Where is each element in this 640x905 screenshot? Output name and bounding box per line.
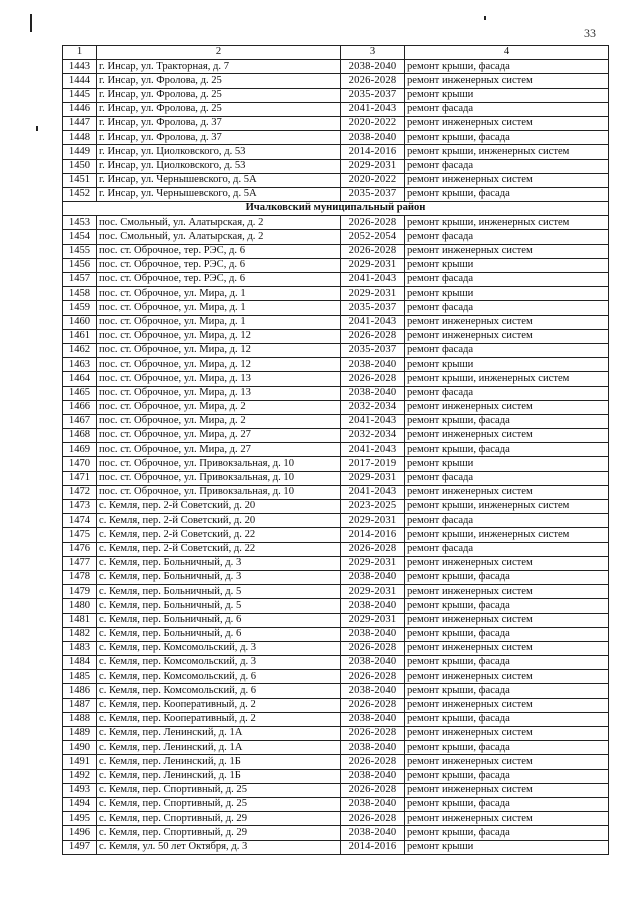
row-number: 1461 xyxy=(63,329,97,343)
table-row xyxy=(63,684,609,698)
row-number: 1454 xyxy=(63,230,97,244)
work-type: ремонт крыши, фасада xyxy=(405,570,609,584)
address: с. Кемля, пер. Комсомольский, д. 3 xyxy=(97,641,341,655)
table-row xyxy=(63,599,609,613)
work-type: ремонт фасада xyxy=(405,343,609,357)
row-number: 1451 xyxy=(63,173,97,187)
address: пос. ст. Оброчное, ул. Мира, д. 1 xyxy=(97,315,341,329)
work-type: ремонт инженерных систем xyxy=(405,485,609,499)
page-number: 33 xyxy=(584,26,596,40)
table-row xyxy=(63,187,609,201)
table-row xyxy=(63,159,609,173)
address: с. Кемля, пер. Спортивный, д. 25 xyxy=(97,797,341,811)
table-row xyxy=(63,230,609,244)
period: 2029-2031 xyxy=(341,258,405,272)
table-row xyxy=(63,287,609,301)
header-col-1: 1 xyxy=(63,46,97,60)
work-type: ремонт инженерных систем xyxy=(405,74,609,88)
work-type: ремонт крыши, фасада xyxy=(405,684,609,698)
period: 2038-2040 xyxy=(341,712,405,726)
header-col-3: 3 xyxy=(341,46,405,60)
row-number: 1444 xyxy=(63,74,97,88)
address: г. Инсар, ул. Циолковского, д. 53 xyxy=(97,159,341,173)
row-number: 1445 xyxy=(63,88,97,102)
address: г. Инсар, ул. Циолковского, д. 53 xyxy=(97,145,341,159)
work-type: ремонт инженерных систем xyxy=(405,641,609,655)
work-type: ремонт инженерных систем xyxy=(405,315,609,329)
table-row xyxy=(63,74,609,88)
address: с. Кемля, пер. Спортивный, д. 29 xyxy=(97,812,341,826)
work-type: ремонт крыши, фасада xyxy=(405,414,609,428)
period: 2032-2034 xyxy=(341,400,405,414)
scan-mark-dot-left xyxy=(36,126,38,131)
row-number: 1475 xyxy=(63,528,97,542)
table-row xyxy=(63,826,609,840)
address: с. Кемля, пер. Комсомольский, д. 3 xyxy=(97,656,341,670)
address: г. Инсар, ул. Чернышевского, д. 5А xyxy=(97,187,341,201)
scan-mark-dot-top xyxy=(484,16,486,20)
table-row xyxy=(63,840,609,854)
row-number: 1456 xyxy=(63,258,97,272)
address: с. Кемля, пер. 2-й Советский, д. 20 xyxy=(97,514,341,528)
period: 2038-2040 xyxy=(341,358,405,372)
table-row xyxy=(63,216,609,230)
row-number: 1447 xyxy=(63,116,97,130)
period: 2038-2040 xyxy=(341,386,405,400)
table-row xyxy=(63,301,609,315)
table-row xyxy=(63,727,609,741)
address: пос. ст. Оброчное, тер. РЭС, д. 6 xyxy=(97,244,341,258)
period: 2032-2034 xyxy=(341,429,405,443)
row-number: 1494 xyxy=(63,797,97,811)
period: 2038-2040 xyxy=(341,797,405,811)
address: с. Кемля, пер. Кооперативный, д. 2 xyxy=(97,698,341,712)
row-number: 1448 xyxy=(63,131,97,145)
period: 2026-2028 xyxy=(341,329,405,343)
table-row xyxy=(63,386,609,400)
period: 2038-2040 xyxy=(341,60,405,74)
table-row xyxy=(63,585,609,599)
work-type: ремонт фасада xyxy=(405,386,609,400)
table-row xyxy=(63,556,609,570)
address: г. Инсар, ул. Фролова, д. 25 xyxy=(97,74,341,88)
address: с. Кемля, пер. Комсомольский, д. 6 xyxy=(97,684,341,698)
period: 2014-2016 xyxy=(341,840,405,854)
table-row xyxy=(63,769,609,783)
work-type: ремонт инженерных систем xyxy=(405,670,609,684)
work-type: ремонт фасада xyxy=(405,230,609,244)
address: пос. ст. Оброчное, ул. Мира, д. 12 xyxy=(97,358,341,372)
work-type: ремонт инженерных систем xyxy=(405,429,609,443)
work-type: ремонт крыши, инженерных систем xyxy=(405,145,609,159)
period: 2023-2025 xyxy=(341,500,405,514)
work-type: ремонт крыши, инженерных систем xyxy=(405,528,609,542)
row-number: 1465 xyxy=(63,386,97,400)
table-body-after-section xyxy=(63,216,609,854)
header-col-4: 4 xyxy=(405,46,609,60)
address: с. Кемля, пер. Спортивный, д. 25 xyxy=(97,783,341,797)
row-number: 1484 xyxy=(63,656,97,670)
row-number: 1457 xyxy=(63,273,97,287)
address: с. Кемля, пер. Больничный, д. 6 xyxy=(97,613,341,627)
row-number: 1496 xyxy=(63,826,97,840)
address: пос. ст. Оброчное, тер. РЭС, д. 6 xyxy=(97,273,341,287)
address: с. Кемля, пер. Спортивный, д. 29 xyxy=(97,826,341,840)
work-type: ремонт фасада xyxy=(405,471,609,485)
address: с. Кемля, пер. 2-й Советский, д. 22 xyxy=(97,542,341,556)
address: пос. ст. Оброчное, ул. Мира, д. 1 xyxy=(97,301,341,315)
address: пос. ст. Оброчное, ул. Мира, д. 27 xyxy=(97,429,341,443)
row-number: 1468 xyxy=(63,429,97,443)
table-row xyxy=(63,698,609,712)
table-row xyxy=(63,244,609,258)
table-row xyxy=(63,343,609,357)
row-number: 1486 xyxy=(63,684,97,698)
period: 2029-2031 xyxy=(341,471,405,485)
period: 2020-2022 xyxy=(341,116,405,130)
row-number: 1470 xyxy=(63,457,97,471)
period: 2038-2040 xyxy=(341,131,405,145)
address: пос. ст. Оброчное, ул. Мира, д. 13 xyxy=(97,386,341,400)
period: 2026-2028 xyxy=(341,698,405,712)
table-row xyxy=(63,542,609,556)
table-row xyxy=(63,797,609,811)
row-number: 1471 xyxy=(63,471,97,485)
work-type: ремонт крыши xyxy=(405,358,609,372)
work-type: ремонт крыши, инженерных систем xyxy=(405,372,609,386)
work-type: ремонт крыши, фасада xyxy=(405,60,609,74)
work-type: ремонт крыши xyxy=(405,840,609,854)
period: 2041-2043 xyxy=(341,102,405,116)
period: 2035-2037 xyxy=(341,187,405,201)
row-number: 1466 xyxy=(63,400,97,414)
table-row xyxy=(63,712,609,726)
row-number: 1452 xyxy=(63,187,97,201)
section-heading-row xyxy=(63,202,609,216)
address: пос. Смольный, ул. Алатырская, д. 2 xyxy=(97,230,341,244)
work-type: ремонт крыши, инженерных систем xyxy=(405,500,609,514)
work-type: ремонт инженерных систем xyxy=(405,556,609,570)
address: г. Инсар, ул. Фролова, д. 37 xyxy=(97,131,341,145)
period: 2052-2054 xyxy=(341,230,405,244)
table-row xyxy=(63,273,609,287)
row-number: 1476 xyxy=(63,542,97,556)
work-type: ремонт инженерных систем xyxy=(405,755,609,769)
table-row xyxy=(63,131,609,145)
period: 2035-2037 xyxy=(341,301,405,315)
period: 2038-2040 xyxy=(341,684,405,698)
row-number: 1464 xyxy=(63,372,97,386)
work-type: ремонт крыши, фасада xyxy=(405,826,609,840)
row-number: 1458 xyxy=(63,287,97,301)
period: 2038-2040 xyxy=(341,627,405,641)
row-number: 1462 xyxy=(63,343,97,357)
address: с. Кемля, пер. Кооперативный, д. 2 xyxy=(97,712,341,726)
work-type: ремонт фасада xyxy=(405,514,609,528)
table-row xyxy=(63,60,609,74)
row-number: 1474 xyxy=(63,514,97,528)
work-type: ремонт крыши, фасада xyxy=(405,712,609,726)
period: 2026-2028 xyxy=(341,641,405,655)
row-number: 1492 xyxy=(63,769,97,783)
row-number: 1460 xyxy=(63,315,97,329)
table-row xyxy=(63,471,609,485)
row-number: 1495 xyxy=(63,812,97,826)
row-number: 1491 xyxy=(63,755,97,769)
address: с. Кемля, пер. Ленинский, д. 1А xyxy=(97,727,341,741)
address: с. Кемля, пер. Ленинский, д. 1Б xyxy=(97,755,341,769)
address: с. Кемля, пер. Больничный, д. 3 xyxy=(97,556,341,570)
period: 2041-2043 xyxy=(341,443,405,457)
work-type: ремонт инженерных систем xyxy=(405,812,609,826)
address: пос. ст. Оброчное, ул. Мира, д. 12 xyxy=(97,329,341,343)
row-number: 1472 xyxy=(63,485,97,499)
table-row xyxy=(63,613,609,627)
address: пос. ст. Оброчное, ул. Мира, д. 1 xyxy=(97,287,341,301)
period: 2029-2031 xyxy=(341,287,405,301)
row-number: 1446 xyxy=(63,102,97,116)
work-type: ремонт крыши, фасада xyxy=(405,769,609,783)
work-type: ремонт крыши, фасада xyxy=(405,131,609,145)
work-type: ремонт крыши, фасада xyxy=(405,741,609,755)
address: пос. ст. Оброчное, ул. Привокзальная, д. 10 xyxy=(97,485,341,499)
address: с. Кемля, пер. Больничный, д. 5 xyxy=(97,599,341,613)
table-row xyxy=(63,755,609,769)
row-number: 1473 xyxy=(63,500,97,514)
row-number: 1453 xyxy=(63,216,97,230)
table-row xyxy=(63,783,609,797)
table-row xyxy=(63,443,609,457)
work-type: ремонт фасада xyxy=(405,301,609,315)
row-number: 1482 xyxy=(63,627,97,641)
table-row xyxy=(63,670,609,684)
work-type: ремонт фасада xyxy=(405,102,609,116)
table-row xyxy=(63,358,609,372)
table-row xyxy=(63,528,609,542)
address: пос. ст. Оброчное, ул. Мира, д. 27 xyxy=(97,443,341,457)
table-row xyxy=(63,514,609,528)
work-type: ремонт инженерных систем xyxy=(405,173,609,187)
address: пос. ст. Оброчное, ул. Мира, д. 12 xyxy=(97,343,341,357)
period: 2026-2028 xyxy=(341,542,405,556)
work-type: ремонт инженерных систем xyxy=(405,400,609,414)
row-number: 1467 xyxy=(63,414,97,428)
work-type: ремонт крыши xyxy=(405,88,609,102)
address: с. Кемля, пер. Ленинский, д. 1А xyxy=(97,741,341,755)
row-number: 1489 xyxy=(63,727,97,741)
period: 2026-2028 xyxy=(341,74,405,88)
table-row xyxy=(63,400,609,414)
work-type: ремонт крыши xyxy=(405,287,609,301)
table-row xyxy=(63,485,609,499)
table-row xyxy=(63,173,609,187)
period: 2035-2037 xyxy=(341,88,405,102)
period: 2026-2028 xyxy=(341,727,405,741)
row-number: 1450 xyxy=(63,159,97,173)
address: пос. ст. Оброчное, ул. Привокзальная, д. 10 xyxy=(97,471,341,485)
period: 2038-2040 xyxy=(341,826,405,840)
work-type: ремонт инженерных систем xyxy=(405,613,609,627)
period: 2026-2028 xyxy=(341,372,405,386)
period: 2041-2043 xyxy=(341,485,405,499)
work-type: ремонт фасада xyxy=(405,159,609,173)
period: 2038-2040 xyxy=(341,656,405,670)
period: 2041-2043 xyxy=(341,273,405,287)
row-number: 1459 xyxy=(63,301,97,315)
period: 2038-2040 xyxy=(341,570,405,584)
period: 2035-2037 xyxy=(341,343,405,357)
row-number: 1443 xyxy=(63,60,97,74)
row-number: 1481 xyxy=(63,613,97,627)
table-row xyxy=(63,641,609,655)
row-number: 1455 xyxy=(63,244,97,258)
table-row xyxy=(63,429,609,443)
address: г. Инсар, ул. Чернышевского, д. 5А xyxy=(97,173,341,187)
table-body-before-section xyxy=(63,60,609,202)
work-type: ремонт крыши, фасада xyxy=(405,656,609,670)
address: с. Кемля, пер. Больничный, д. 5 xyxy=(97,585,341,599)
row-number: 1480 xyxy=(63,599,97,613)
table-row xyxy=(63,329,609,343)
period: 2026-2028 xyxy=(341,783,405,797)
period: 2029-2031 xyxy=(341,613,405,627)
work-type: ремонт инженерных систем xyxy=(405,585,609,599)
row-number: 1488 xyxy=(63,712,97,726)
repair-schedule-table xyxy=(62,45,609,855)
period: 2029-2031 xyxy=(341,556,405,570)
work-type: ремонт крыши, фасада xyxy=(405,627,609,641)
period: 2014-2016 xyxy=(341,145,405,159)
table-row xyxy=(63,656,609,670)
section-heading-body xyxy=(63,202,609,216)
work-type: ремонт инженерных систем xyxy=(405,329,609,343)
table-row xyxy=(63,145,609,159)
row-number: 1483 xyxy=(63,641,97,655)
work-type: ремонт крыши, фасада xyxy=(405,599,609,613)
table-row xyxy=(63,116,609,130)
address: с. Кемля, пер. Больничный, д. 6 xyxy=(97,627,341,641)
work-type: ремонт инженерных систем xyxy=(405,727,609,741)
table-row xyxy=(63,102,609,116)
address: с. Кемля, пер. Больничный, д. 3 xyxy=(97,570,341,584)
address: г. Инсар, ул. Тракторная, д. 7 xyxy=(97,60,341,74)
address: с. Кемля, пер. Комсомольский, д. 6 xyxy=(97,670,341,684)
period: 2029-2031 xyxy=(341,159,405,173)
row-number: 1493 xyxy=(63,783,97,797)
address: с. Кемля, пер. 2-й Советский, д. 20 xyxy=(97,500,341,514)
header-col-2: 2 xyxy=(97,46,341,60)
address: с. Кемля, пер. 2-й Советский, д. 22 xyxy=(97,528,341,542)
row-number: 1490 xyxy=(63,741,97,755)
row-number: 1449 xyxy=(63,145,97,159)
work-type: ремонт инженерных систем xyxy=(405,783,609,797)
work-type: ремонт крыши, фасада xyxy=(405,797,609,811)
address: г. Инсар, ул. Фролова, д. 25 xyxy=(97,102,341,116)
period: 2026-2028 xyxy=(341,755,405,769)
period: 2017-2019 xyxy=(341,457,405,471)
period: 2029-2031 xyxy=(341,514,405,528)
table-row xyxy=(63,372,609,386)
table-row xyxy=(63,457,609,471)
table-row xyxy=(63,258,609,272)
table-row xyxy=(63,570,609,584)
address: пос. ст. Оброчное, тер. РЭС, д. 6 xyxy=(97,258,341,272)
scan-mark-top-left xyxy=(30,14,32,32)
table-row xyxy=(63,315,609,329)
address: г. Инсар, ул. Фролова, д. 25 xyxy=(97,88,341,102)
row-number: 1469 xyxy=(63,443,97,457)
address: с. Кемля, ул. 50 лет Октября, д. 3 xyxy=(97,840,341,854)
work-type: ремонт инженерных систем xyxy=(405,244,609,258)
table-row xyxy=(63,812,609,826)
work-type: ремонт фасада xyxy=(405,542,609,556)
address: г. Инсар, ул. Фролова, д. 37 xyxy=(97,116,341,130)
address: с. Кемля, пер. Ленинский, д. 1Б xyxy=(97,769,341,783)
row-number: 1487 xyxy=(63,698,97,712)
work-type: ремонт крыши, фасада xyxy=(405,443,609,457)
table-row xyxy=(63,88,609,102)
header-row xyxy=(63,46,609,60)
work-type: ремонт крыши, фасада xyxy=(405,187,609,201)
address: пос. ст. Оброчное, ул. Мира, д. 2 xyxy=(97,400,341,414)
address: пос. ст. Оброчное, ул. Привокзальная, д. 10 xyxy=(97,457,341,471)
address: пос. ст. Оброчное, ул. Мира, д. 2 xyxy=(97,414,341,428)
table-row xyxy=(63,500,609,514)
period: 2020-2022 xyxy=(341,173,405,187)
period: 2026-2028 xyxy=(341,812,405,826)
work-type: ремонт крыши xyxy=(405,457,609,471)
row-number: 1478 xyxy=(63,570,97,584)
section-title: Ичалковский муниципальный район xyxy=(63,202,609,216)
table-row xyxy=(63,741,609,755)
period: 2026-2028 xyxy=(341,670,405,684)
row-number: 1479 xyxy=(63,585,97,599)
row-number: 1477 xyxy=(63,556,97,570)
work-type: ремонт фасада xyxy=(405,273,609,287)
table-row xyxy=(63,414,609,428)
period: 2038-2040 xyxy=(341,769,405,783)
work-type: ремонт инженерных систем xyxy=(405,698,609,712)
row-number: 1485 xyxy=(63,670,97,684)
period: 2029-2031 xyxy=(341,585,405,599)
work-type: ремонт инженерных систем xyxy=(405,116,609,130)
address: пос. Смольный, ул. Алатырская, д. 2 xyxy=(97,216,341,230)
period: 2041-2043 xyxy=(341,315,405,329)
period: 2026-2028 xyxy=(341,244,405,258)
row-number: 1463 xyxy=(63,358,97,372)
period: 2041-2043 xyxy=(341,414,405,428)
period: 2026-2028 xyxy=(341,216,405,230)
period: 2014-2016 xyxy=(341,528,405,542)
period: 2038-2040 xyxy=(341,741,405,755)
row-number: 1497 xyxy=(63,840,97,854)
work-type: ремонт крыши, инженерных систем xyxy=(405,216,609,230)
work-type: ремонт крыши xyxy=(405,258,609,272)
period: 2038-2040 xyxy=(341,599,405,613)
address: пос. ст. Оброчное, ул. Мира, д. 13 xyxy=(97,372,341,386)
table-row xyxy=(63,627,609,641)
